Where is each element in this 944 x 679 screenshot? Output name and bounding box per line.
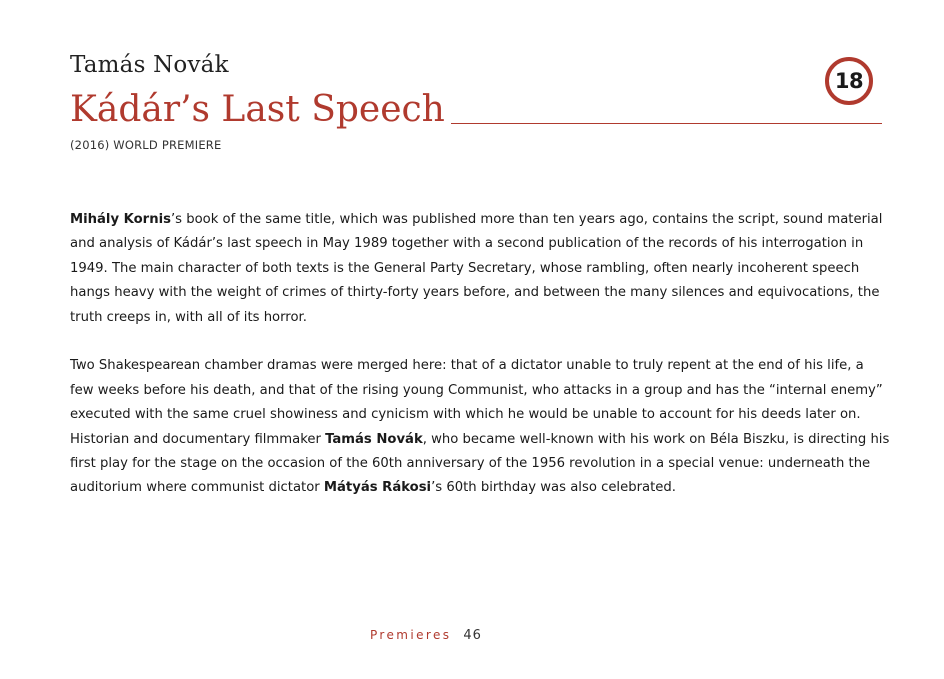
footer-section-label: Premieres [370, 628, 452, 642]
page-footer [370, 628, 482, 643]
bold-name-novak: Tamás Novák [325, 431, 423, 447]
paragraph-2-text-c: ’s 60th birthday was also celebrated. [431, 480, 676, 496]
author-name: Tamás Novák [70, 52, 229, 78]
paragraph-2 [70, 354, 890, 500]
title-row [70, 88, 882, 132]
bold-name-rakosi: Mátyás Rákosi [323, 480, 432, 496]
paragraph-1 [70, 208, 890, 330]
premiere-subtitle: (2016) WORLD PREMIERE [70, 138, 222, 152]
page-number: 46 [463, 628, 482, 643]
paragraph-2-text-a: Two Shakespearean chamber dramas were merged here: that of a dictator unable to truly repent at the end of his life, a few weeks before his death, and that of the rising young Communist, who attacks in a group and has the “internal enemy” executed with the same cruel showiness and cynicism with which he would be unable to account for his deeds later on. Historian and documentary filmmaker [70, 358, 883, 447]
body-text [70, 208, 890, 501]
paragraph-1-text: ’s book of the same title, which was published more than ten years ago, contains the script, sound material and analysis of Kádár’s last speech in May 1989 together with a second publication of the records of his interrogation in 1949. The main character of both texts is the General Party Secretary, whose rambling, often nearly incoherent speech hangs heavy with the weight of crimes of thirty-forty years before, and between the many silences and equivocations, the truth creeps in, with all of its horror. [70, 212, 883, 325]
bold-name-kornis: Mihály Kornis [70, 212, 171, 227]
title-divider [451, 123, 882, 124]
age-rating-badge: 18 [825, 57, 873, 105]
page-title: Kádár’s Last Speech [70, 89, 445, 130]
paragraph-2-text-b: , who became well-known with his work on Béla Biszku, is directing his first play for the stage on the occasion of the 60th anniversary of the 1956 revolution in a special venue: underneath the auditorium where communist dictator [70, 431, 890, 496]
